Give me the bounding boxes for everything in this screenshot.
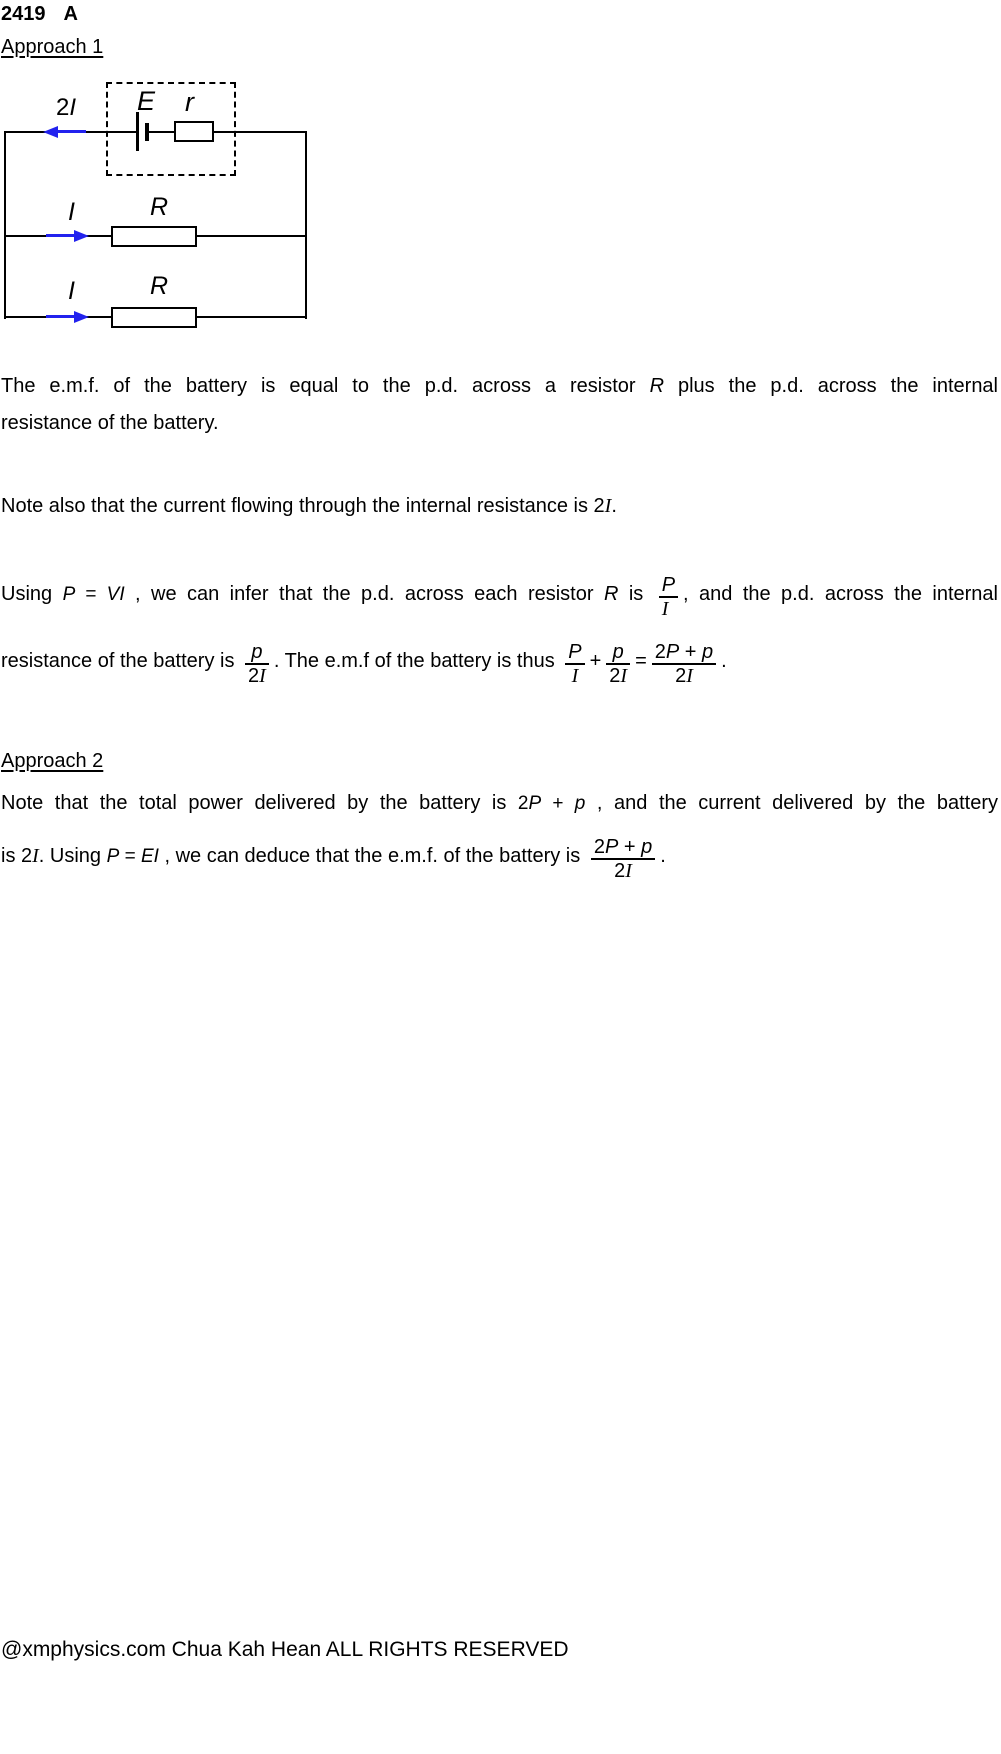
approach2-heading: Approach 2 <box>1 750 104 772</box>
approach2-heading-row <box>1 749 998 773</box>
paragraph3-line2: resistance of the battery is $\frac{p}{2I}$ . The e.m.f of the battery is thus $\frac{P}{I}$ + $\frac{p}{2I}$ = $\frac{2P + p}{2I}$ . <box>1 641 727 687</box>
current-arrow-top-shaft <box>55 130 86 133</box>
current-arrow-mid-shaft <box>46 234 76 237</box>
fraction-2P-plus-p-over-2I: $\frac{2P + p}{2I}$ <box>652 641 716 687</box>
label-internal-resistance: r <box>185 87 194 117</box>
wire-right <box>305 131 307 319</box>
battery-dashed-outline <box>106 82 236 176</box>
current-arrow-bottom-shaft <box>46 315 76 318</box>
fraction-p-over-2I: $\frac{p}{2I}$ <box>606 641 630 687</box>
question-code: 2419 <box>1 3 46 25</box>
fraction-2P-plus-p-over-2I: $\frac{2P + p}{2I}$ <box>591 836 655 882</box>
current-arrow-right-icon <box>74 230 89 242</box>
current-arrow-right-icon <box>74 311 89 323</box>
answer-letter: A <box>63 3 78 25</box>
paragraph4-line1: Note that the total power delivered by the battery is 2P + p , and the current delivered by the battery <box>1 792 998 814</box>
equation-P-equals-VI: P = VI <box>62 584 125 605</box>
paragraph3-line1: Using P = VI , we can infer that the p.d. across each resistor R is $\frac{P}{I}$ , and the p.d. across the internal <box>1 574 998 620</box>
paragraph4-line2: is 2I. Using P = EI , we can deduce that the e.m.f. of the battery is $\frac{2P + p}{2I}$ . <box>1 836 666 882</box>
paragraph1-line1: The e.m.f. of the battery is equal to the p.d. across a resistor R plus the p.d. across the internal <box>1 375 999 397</box>
paragraph1-line2: resistance of the battery. <box>1 412 219 434</box>
approach1-heading: Approach 1 <box>1 36 104 58</box>
label-current-bottom: I <box>68 277 75 305</box>
label-emf: E <box>137 86 156 116</box>
label-resistor-mid: R <box>150 193 169 221</box>
circuit-diagram <box>0 0 330 345</box>
label-current-mid: I <box>68 198 75 226</box>
copyright-footer: @xmphysics.com Chua Kah Hean ALL RIGHTS RESERVED <box>1 1638 569 1661</box>
fraction-p-over-2I: $\frac{p}{2I}$ <box>245 641 269 687</box>
current-arrow-left-icon <box>43 126 58 138</box>
paragraph2: Note also that the current flowing through the internal resistance is 2I. <box>1 495 617 517</box>
resistor-bottom-box <box>111 307 197 328</box>
expression-2P-plus-p: 2P + p <box>517 793 586 814</box>
label-resistor-bottom: R <box>150 272 169 300</box>
equation-P-equals-EI: P = EI <box>106 846 159 867</box>
label-total-current: 2I <box>56 94 77 121</box>
fraction-P-over-I: $\frac{P}{I}$ <box>659 574 678 620</box>
wire-left <box>4 131 6 319</box>
resistor-mid-box <box>111 226 197 247</box>
fraction-P-over-I: $\frac{P}{I}$ <box>565 641 584 687</box>
